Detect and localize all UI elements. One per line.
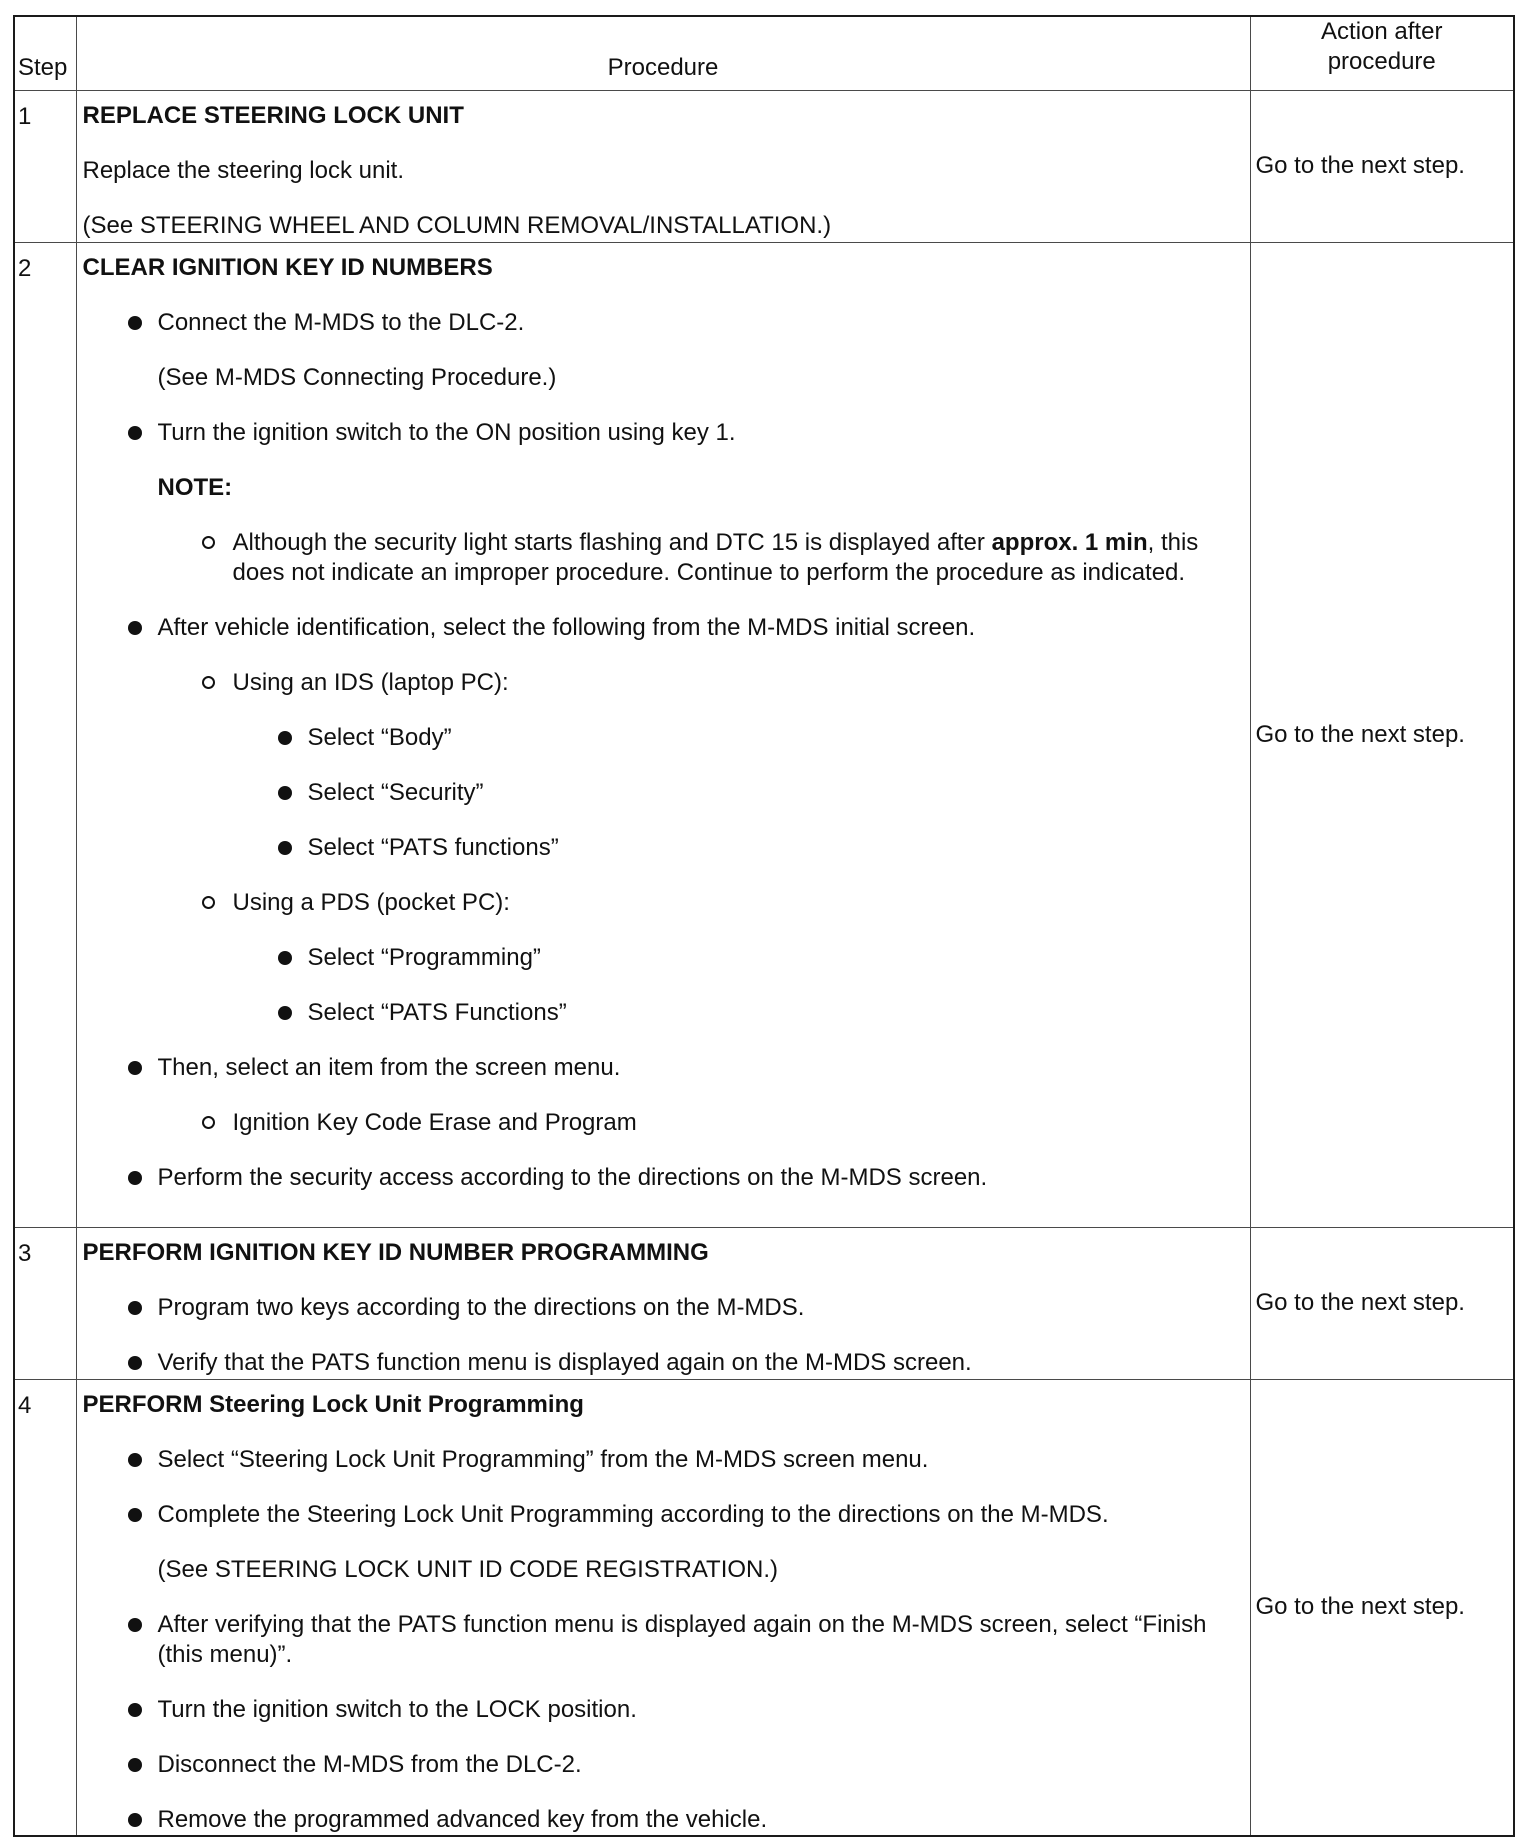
circle-bullet-icon (202, 676, 215, 689)
circle-bullet-icon (202, 1116, 215, 1129)
list-item: Then, select an item from the screen menu. (83, 1053, 1230, 1083)
list-item-reference: (See M-MDS Connecting Procedure.) (157, 363, 557, 391)
bullet-icon (128, 1758, 142, 1772)
sub-sub-list-item: Select “Security” (83, 778, 1230, 808)
step-title: PERFORM Steering Lock Unit Programming (82, 1390, 584, 1418)
list-item: Select “Steering Lock Unit Programming” from the M-MDS screen menu. (83, 1445, 1230, 1475)
list-item: Verify that the PATS function menu is displayed again on the M-MDS screen. (83, 1348, 1230, 1378)
bullet-icon (278, 951, 292, 965)
table-row-step-4 (14, 1379, 1514, 1836)
list-item: Turn the ignition switch to the ON position using key 1. (83, 418, 1230, 448)
bullet-icon (128, 316, 142, 330)
bullet-icon (128, 1171, 142, 1185)
step-title: REPLACE STEERING LOCK UNIT (82, 101, 464, 129)
step-title: CLEAR IGNITION KEY ID NUMBERS (82, 253, 493, 281)
list-item: Disconnect the M-MDS from the DLC-2. (83, 1750, 1230, 1780)
circle-bullet-icon (202, 896, 215, 909)
sub-list-item: Ignition Key Code Erase and Program (83, 1108, 1230, 1138)
bullet-icon (278, 841, 292, 855)
sub-sub-list-item: Select “PATS Functions” (83, 998, 1230, 1028)
sub-list-item: Using an IDS (laptop PC): (83, 668, 1230, 698)
bullet-icon (128, 1301, 142, 1315)
list-item: Remove the programmed advanced key from the vehicle. (83, 1805, 1230, 1835)
step-number: 3 (14, 1227, 76, 1379)
list-item: Program two keys according to the directions on the M-MDS. (83, 1293, 1230, 1323)
step-number: 2 (14, 242, 76, 1227)
bullet-icon (128, 1703, 142, 1717)
action-header-line-1: Action after (1321, 18, 1443, 45)
procedure-cell (76, 90, 1250, 242)
list-item: Turn the ignition switch to the LOCK position. (83, 1695, 1230, 1725)
list-item-reference: (See STEERING LOCK UNIT ID CODE REGISTRATION.) (157, 1555, 779, 1583)
bullet-icon (128, 1508, 142, 1522)
step-title: PERFORM IGNITION KEY ID NUMBER PROGRAMMING (82, 1238, 709, 1266)
sub-sub-list-item: Select “Programming” (83, 943, 1230, 973)
list-item: Complete the Steering Lock Unit Programming according to the directions on the M-MDS. (83, 1500, 1230, 1530)
action-header-line-2: procedure (1327, 48, 1436, 75)
bullet-icon (128, 621, 142, 635)
circle-bullet-icon (202, 536, 215, 549)
paragraph: Replace the steering lock unit. (82, 156, 405, 184)
table-row-step-1 (14, 90, 1514, 242)
bullet-icon (278, 786, 292, 800)
procedure-table (13, 15, 1515, 1837)
step-header: Step (14, 16, 76, 90)
bullet-icon (128, 1061, 142, 1075)
list-item: Perform the security access according to the directions on the M-MDS screen. (83, 1163, 1230, 1193)
bullet-icon (128, 1813, 142, 1827)
step-number: 1 (14, 90, 76, 242)
bullet-icon (128, 426, 142, 440)
action-header (1250, 16, 1514, 90)
action-cell: Go to the next step. (1250, 1227, 1514, 1379)
bullet-icon (278, 731, 292, 745)
note-item: Although the security light starts flashing and DTC 15 is displayed after approx. 1 min, this does not indicate an improper procedure. Continue to perform the procedure as indicated. (83, 528, 1230, 588)
sub-sub-list-item: Select “PATS functions” (83, 833, 1230, 863)
procedure-cell (76, 242, 1250, 1227)
action-cell: Go to the next step. (1250, 1379, 1514, 1836)
header-row (14, 16, 1514, 90)
action-cell: Go to the next step. (1250, 90, 1514, 242)
procedure-cell (76, 1379, 1250, 1836)
sub-list-item: Using a PDS (pocket PC): (83, 888, 1230, 918)
procedure-cell (76, 1227, 1250, 1379)
sub-sub-list-item: Select “Body” (83, 723, 1230, 753)
bullet-icon (278, 1006, 292, 1020)
list-item: Connect the M-MDS to the DLC-2. (83, 308, 1230, 338)
step-number: 4 (14, 1379, 76, 1836)
action-cell: Go to the next step. (1250, 242, 1514, 1227)
bullet-icon (128, 1453, 142, 1467)
list-item: After verifying that the PATS function menu is displayed again on the M-MDS screen, select “Finish (this menu)”. (83, 1610, 1230, 1670)
paragraph-reference: (See STEERING WHEEL AND COLUMN REMOVAL/INSTALLATION.) (82, 211, 832, 239)
list-item: After vehicle identification, select the following from the M-MDS initial screen. (83, 613, 1230, 643)
procedure-header: Procedure (76, 16, 1250, 90)
bullet-icon (128, 1618, 142, 1632)
bullet-icon (128, 1356, 142, 1370)
note-label: NOTE: (157, 473, 233, 501)
table-row-step-2 (14, 242, 1514, 1227)
table-row-step-3 (14, 1227, 1514, 1379)
